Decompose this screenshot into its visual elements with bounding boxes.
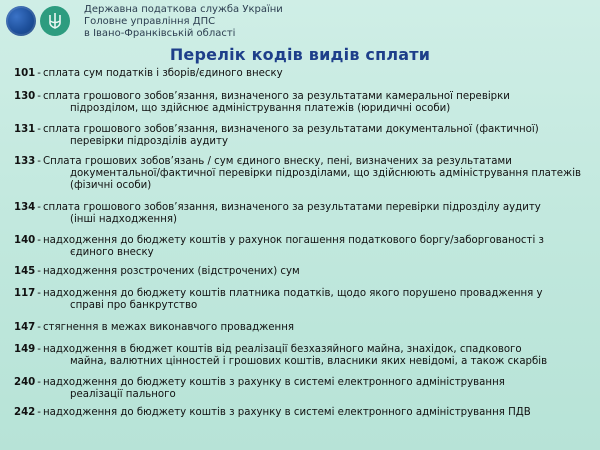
list-item-101 [14,68,594,80]
list-item-140 [14,235,594,259]
payment-code: 131 [14,124,36,135]
payment-code: 242 [14,407,36,418]
item-line-1 [14,68,594,80]
item-line-1 [14,322,594,334]
item-line-2: підрозділом, що здійснює адміністрування платежів (юридичні особи) [70,103,451,114]
item-line-1 [14,266,594,278]
list-item-133 [14,156,594,192]
list-item-134 [14,202,594,226]
payment-code: 140 [14,235,36,246]
item-line-1 [14,124,594,136]
dash: - [37,124,41,135]
item-line-2: документальної/фактичної перевірки підрозділами, що здійснюють адміністрування платежів [70,168,582,179]
item-line-1 [14,235,594,247]
item-line-1 [14,202,594,214]
dash: - [37,322,41,333]
item-line-2: єдиного внеску [70,247,154,258]
dash: - [37,202,41,213]
dash: - [37,407,41,418]
list-item-145 [14,266,594,278]
item-text: надходження до бюджету коштів з рахунку в системі електронного адміністрування ПДВ [42,407,531,418]
list-item-240 [14,377,594,401]
item-text: надходження до бюджету коштів у рахунок погашення податкового боргу/заборгованості з [42,235,544,246]
payment-code: 145 [14,266,36,277]
dash: - [37,266,41,277]
organization-line-3: в Івано-Франківській області [84,28,236,39]
dash: - [37,235,41,246]
item-text: надходження до бюджету коштів платника податків, щодо якого порушено провадження у [42,288,543,299]
list-item-130 [14,91,594,115]
payment-code: 149 [14,344,36,355]
item-text: сплата грошового зобов’язання, визначеного за результатами камеральної перевірки [42,91,510,102]
list-item-147 [14,322,594,334]
page-title: Перелік кодів видів сплати [169,45,431,64]
organization-line-2: Головне управління ДПС [84,16,216,27]
item-line-3: (фізичні особи) [70,180,152,191]
item-line-1 [14,344,594,356]
payment-code: 101 [14,68,36,79]
item-line-1 [14,156,594,168]
trident-icon [40,6,70,36]
item-line-1 [14,91,594,103]
payment-code: 130 [14,91,36,102]
dps-emblem-icon [6,6,36,36]
item-text: сплата сум податків і зборів/єдиного внеску [42,68,283,79]
item-line-1 [14,407,594,419]
payment-code: 134 [14,202,36,213]
dash: - [37,68,41,79]
list-item-117 [14,288,594,312]
item-text: сплата грошового зобов’язання, визначеного за результатами перевірки підрозділу аудиту [42,202,541,213]
list-item-242 [14,407,594,419]
dash: - [37,288,41,299]
item-text: сплата грошового зобов’язання, визначеного за результатами документальної (фактичної) [42,124,539,135]
item-text: надходження розстрочених (відстрочених) сум [42,266,300,277]
item-text: надходження в бюджет коштів від реалізації безхазяйного майна, знахідок, спадкового [42,344,522,355]
organization-name [84,4,283,40]
item-line-2: (інші надходження) [70,214,177,225]
dash: - [37,377,41,388]
payment-code: 133 [14,156,36,167]
item-text: надходження до бюджету коштів з рахунку в системі електронного адміністрування [42,377,505,388]
dash: - [37,91,41,102]
dash: - [37,156,41,167]
payment-code: 147 [14,322,36,333]
item-line-2: перевірки підрозділів аудиту [70,136,228,147]
dash: - [37,344,41,355]
item-line-2: майна, валютних цінностей і грошових коштів, власники яких невідомі, а також скарбів [70,356,548,367]
item-line-2: справі про банкрутство [70,300,198,311]
item-text: стягнення в межах виконавчого провадження [42,322,295,333]
payment-code: 240 [14,377,36,388]
item-line-2: реалізації пального [70,389,176,400]
list-item-149 [14,344,594,368]
payment-code: 117 [14,288,36,299]
item-line-1 [14,377,594,389]
item-text: Сплата грошових зобов’язань / сум єдиного внеску, пені, визначених за результатами [42,156,512,167]
list-item-131 [14,124,594,148]
item-line-1 [14,288,594,300]
organization-line-1: Державна податкова служба України [84,4,283,15]
header [0,0,600,44]
